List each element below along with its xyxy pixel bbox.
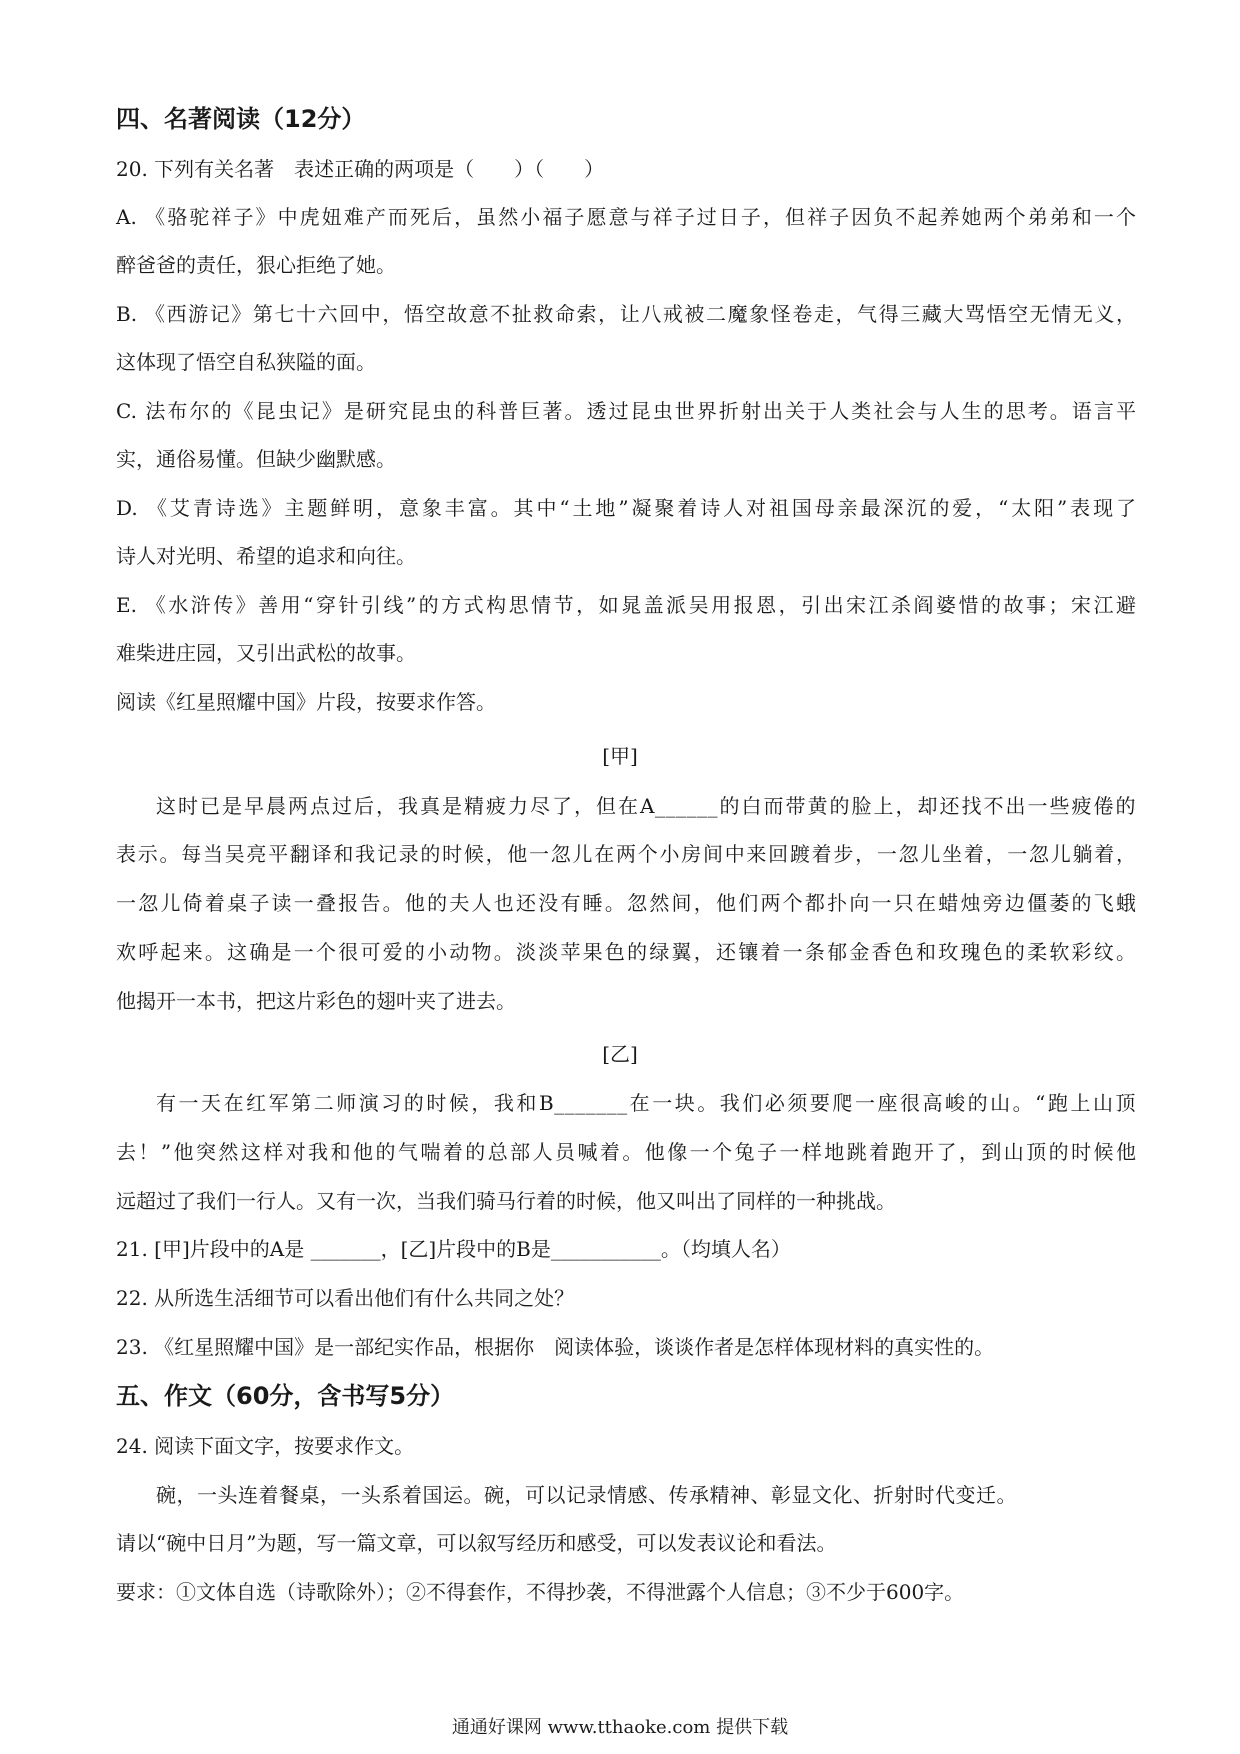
question-21: 21. [甲]片段中的A是 _______，[乙]片段中的B是___________。（均填人名）	[116, 1237, 791, 1261]
option-e-line-1: E. 《水浒传》善用“穿针引线”的方式构思情节，如晁盖派吴用报恩，引出宋江杀阎婆惜的故事；宋江避	[116, 593, 1136, 617]
reading-instruction: 阅读《红星照耀中国》片段，按要求作答。	[116, 690, 496, 714]
page-footer: 通通好课网 www.tthaoke.com 提供下载	[451, 1717, 789, 1738]
option-c-line-1: C. 法布尔的《昆虫记》是研究昆虫的科普巨著。透过昆虫世界折射出关于人类社会与人生的思考。语言平	[116, 399, 1136, 423]
essay-requirements: 要求：①文体自选（诗歌除外）；②不得套作，不得抄袭，不得泄露个人信息；③不少于600字。	[116, 1580, 965, 1604]
section-5-title: 五、作文（60分，含书写5分）	[116, 1382, 455, 1410]
option-b-line-2: 这体现了悟空自私狭隘的面。	[116, 350, 376, 374]
passage-jia-label: [甲]	[602, 744, 638, 768]
essay-passage: 碗，一头连着餐桌，一头系着国运。碗，可以记录情感、传承精神、彰显文化、折射时代变迁。	[156, 1483, 1017, 1507]
passage-yi-label: [乙]	[602, 1042, 638, 1066]
section-4-title: 四、名著阅读（12分）	[116, 105, 366, 133]
passage-jia-line-3: 一忽儿倚着桌子读一叠报告。他的夫人也还没有睡。忽然间，他们两个都扑向一只在蜡烛旁边僵萎的飞蛾	[116, 891, 1136, 915]
option-a-line-1: A. 《骆驼祥子》中虎妞难产而死后，虽然小福子愿意与祥子过日子，但祥子因负不起养她两个弟弟和一个	[116, 205, 1136, 229]
option-c-line-2: 实，通俗易懂。但缺少幽默感。	[116, 447, 396, 471]
question-22: 22. 从所选生活细节可以看出他们有什么共同之处？	[116, 1286, 575, 1310]
passage-jia-line-1: 这时已是早晨两点过后，我真是精疲力尽了，但在A______的白而带黄的脸上，却还找不出一些疲倦的	[156, 794, 1136, 818]
option-d-line-1: D. 《艾青诗选》主题鲜明，意象丰富。其中“土地”凝聚着诗人对祖国母亲最深沉的爱，“太阳”表现了	[116, 496, 1136, 520]
question-23: 23. 《红星照耀中国》是一部纪实作品，根据你 阅读体验，谈谈作者是怎样体现材料的真实性的。	[116, 1335, 995, 1359]
option-b-line-1: B. 《西游记》第七十六回中，悟空故意不扯救命索，让八戒被二魔象怪卷走，气得三藏大骂悟空无情无义，	[116, 302, 1136, 326]
option-e-line-2: 难柴进庄园，又引出武松的故事。	[116, 641, 416, 665]
passage-yi-line-3: 远超过了我们一行人。又有一次，当我们骑马行着的时候，他又叫出了同样的一种挑战。	[116, 1189, 896, 1213]
passage-yi-line-2: 去！”他突然这样对我和他的气喘着的总部人员喊着。他像一个兔子一样地跳着跑开了，到山顶的时候他	[116, 1140, 1136, 1164]
question-24: 24. 阅读下面文字，按要求作文。	[116, 1434, 415, 1458]
essay-prompt: 请以“碗中日月”为题，写一篇文章，可以叙写经历和感受，可以发表议论和看法。	[116, 1531, 837, 1555]
passage-yi-line-1: 有一天在红军第二师演习的时候，我和B_______在一块。我们必须要爬一座很高峻的山。“跑上山顶	[156, 1091, 1136, 1115]
option-d-line-2: 诗人对光明、希望的追求和向往。	[116, 544, 416, 568]
passage-jia-line-4: 欢呼起来。这确是一个很可爱的小动物。淡淡苹果色的绿翼，还镶着一条郁金香色和玫瑰色的柔软彩纹。	[116, 940, 1136, 964]
passage-jia-line-5: 他揭开一本书，把这片彩色的翅叶夹了进去。	[116, 989, 516, 1013]
question-20: 20. 下列有关名著 表述正确的两项是（ ）（ ）	[116, 157, 605, 181]
option-a-line-2: 醉爸爸的责任，狠心拒绝了她。	[116, 253, 396, 277]
passage-jia-line-2: 表示。每当吴亮平翻译和我记录的时候，他一忽儿在两个小房间中来回踱着步，一忽儿坐着，一忽儿躺着，	[116, 842, 1136, 866]
